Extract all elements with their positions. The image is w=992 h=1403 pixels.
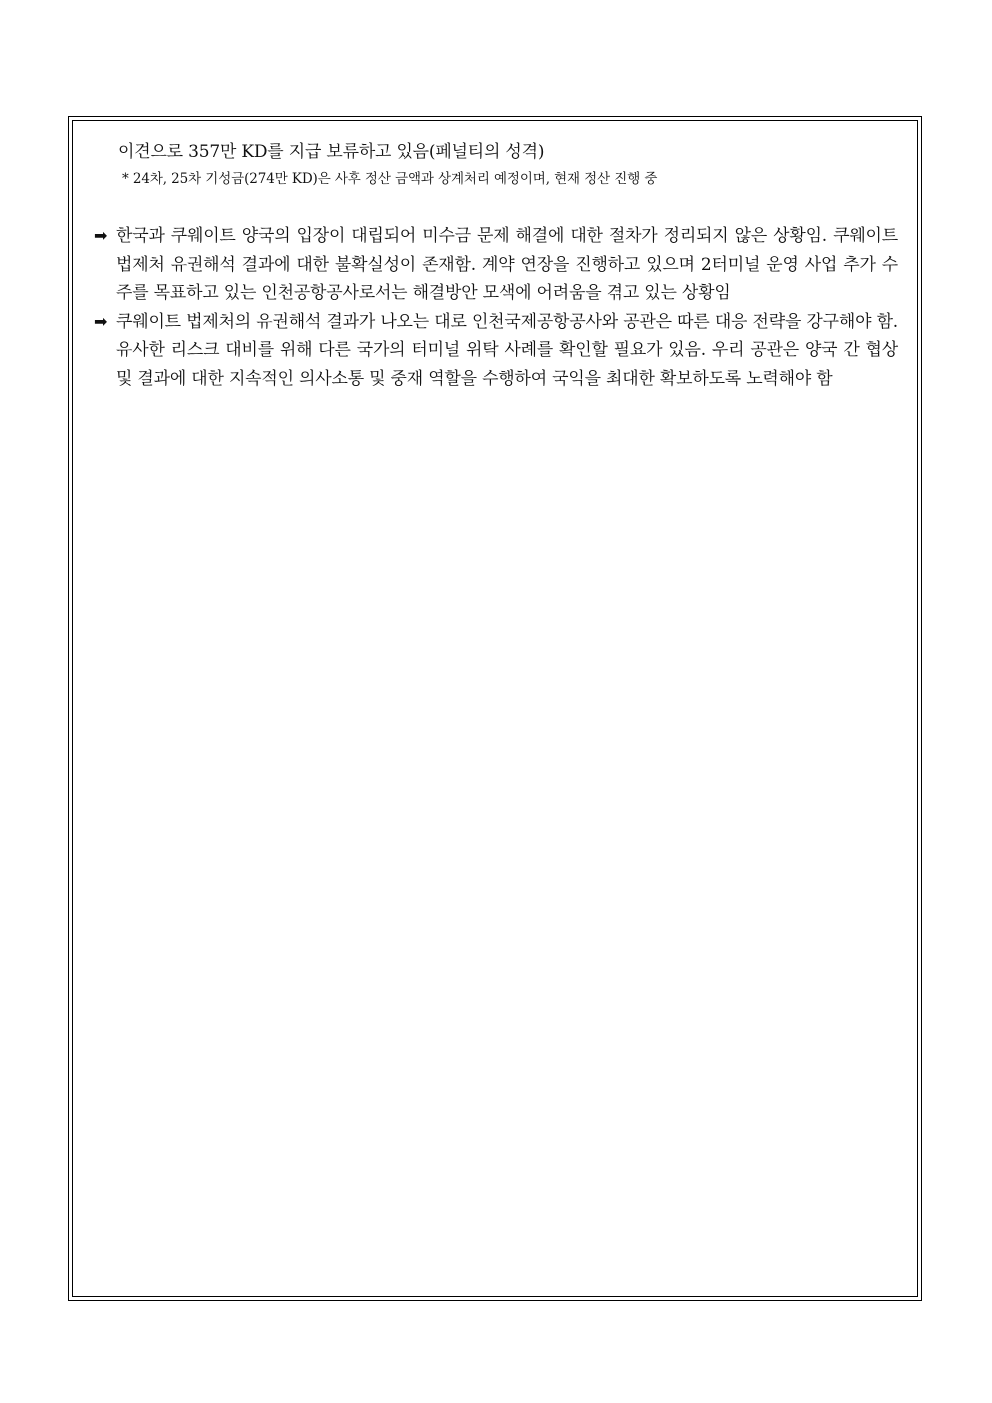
continuation-line: 이견으로 357만 KD를 지급 보류하고 있음(페널티의 성격) — [118, 142, 545, 162]
document-content — [94, 138, 898, 393]
bullet-text-1: 한국과 쿠웨이트 양국의 입장이 대립되어 미수금 문제 해결에 대한 절차가 정리되지 않은 상황임. 쿠웨이트 법제처 유권해석 결과에 대한 불확실성이 존재함. 계약 연장을 진행하고 있으며 2터미널 운영 사업 추가 수주를 목표하고 있는 인천공항공사로서는 해결방안 모색에 어려움을 겪고 있는 상황임 — [116, 226, 898, 303]
bullet-item-1 — [94, 222, 898, 308]
right-arrow-icon: ➡ — [94, 311, 108, 331]
bullet-item-2 — [94, 308, 898, 394]
bullet-text-2: 쿠웨이트 법제처의 유권해석 결과가 나오는 대로 인천국제공항공사와 공관은 따른 대응 전략을 강구해야 함. 유사한 리스크 대비를 위해 다른 국가의 터미널 위탁 사례를 확인할 필요가 있음. 우리 공관은 양국 간 협상 및 결과에 대한 지속적인 의사소통 및 중재 역할을 수행하여 국익을 최대한 확보하도록 노력해야 함 — [116, 311, 898, 389]
footnote: * 24차, 25차 기성금(274만 KD)은 사후 정산 금액과 상계처리 예정이며, 현재 정산 진행 중 — [122, 171, 658, 187]
bullet-list — [94, 222, 898, 393]
right-arrow-icon: ➡ — [94, 226, 108, 245]
